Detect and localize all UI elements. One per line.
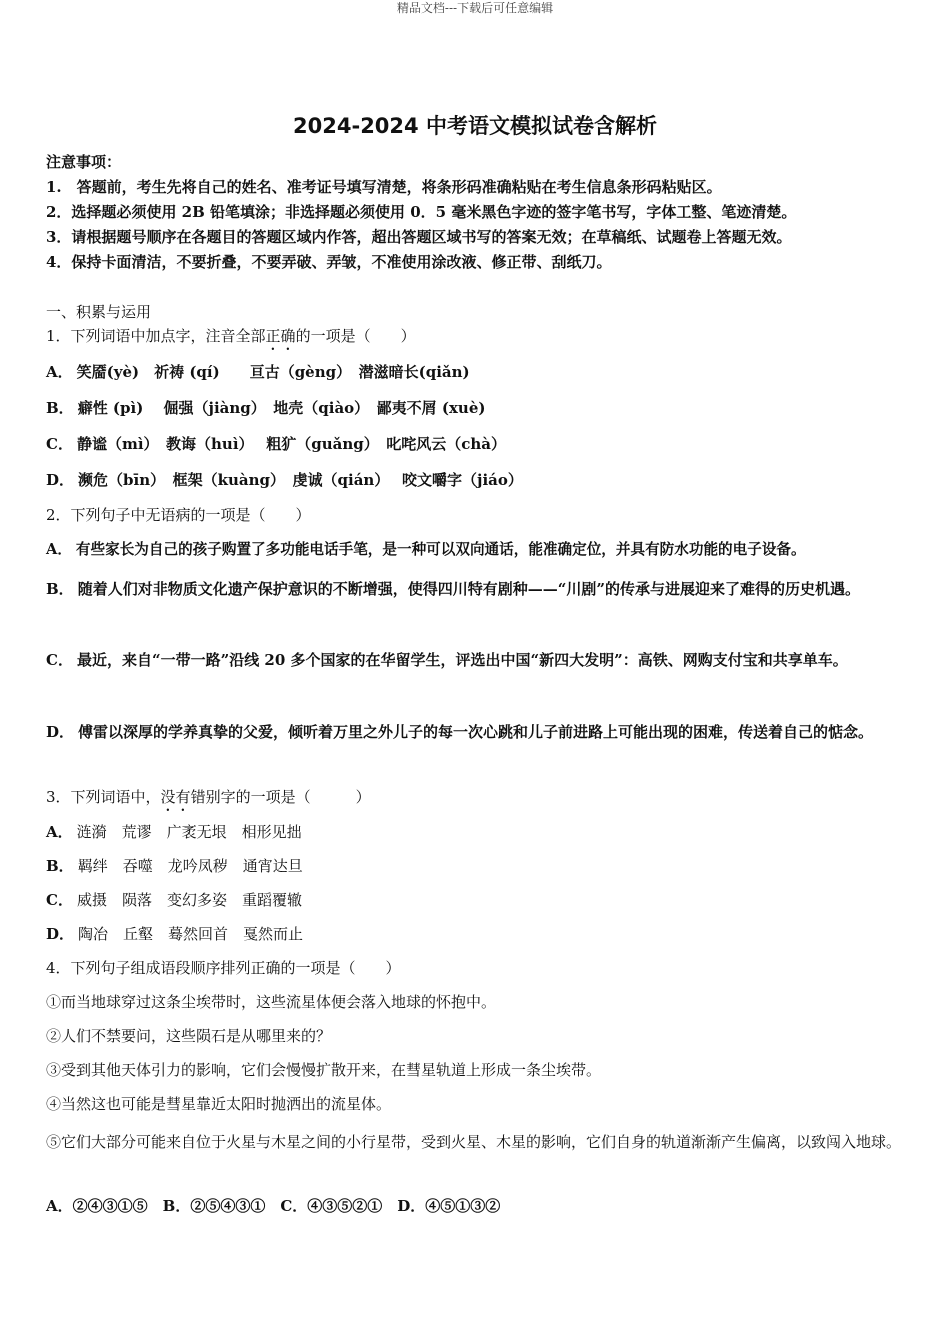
question-3-option-c <box>46 888 302 912</box>
option-text: 笑靥(yè) 祈祷 (qí) 亘古（gèng） 潜滋暗长(qiǎn) <box>76 363 470 381</box>
question-1-option-d <box>46 468 523 492</box>
page-title: 2024-2024 中考语文模拟试卷含解析 <box>293 114 657 138</box>
option-text: 威摄 陨落 变幻多姿 重蹈覆辙 <box>76 891 302 909</box>
sentence-4: ④当然这也可能是彗星靠近太阳时抛洒出的流星体。 <box>46 1095 392 1113</box>
section-heading: 一、积累与运用 <box>46 303 152 321</box>
option-key: A． <box>46 363 73 381</box>
question-2-option-b <box>46 571 906 608</box>
option-text: 羁绊 吞噬 龙吟凤秽 通宵达旦 <box>77 857 303 875</box>
option-text: 濒危（bīn） 框架（kuàng） 虔诚（qián） 咬文嚼字（jiáo） <box>78 471 523 489</box>
question-2-stem: 2．下列句子中无语病的一项是（ ） <box>46 506 311 524</box>
option-key: B． <box>46 580 74 598</box>
option-text: 癖性 (pì) 倔强（jiàng） 地壳（qiào） 鄙夷不屑 (xuè) <box>77 399 486 417</box>
emphasized-text: 正确 <box>265 327 296 345</box>
sentence-3: ③受到其他天体引力的影响，它们会慢慢扩散开来，在彗星轨道上形成一条尘埃带。 <box>46 1061 602 1079</box>
sentence-2: ②人们不禁要问，这些陨石是从哪里来的？ <box>46 1027 332 1045</box>
question-2-option-d <box>46 714 906 751</box>
question-3-option-d <box>46 922 303 946</box>
option-key: D． <box>46 925 75 943</box>
question-2-option-a <box>46 538 806 562</box>
option-key: D． <box>46 723 75 741</box>
option-key: A． <box>46 541 72 558</box>
stem-part: 的一项是（ ） <box>295 327 416 345</box>
option-text: 陶冶 丘壑 蓦然回首 戛然而止 <box>78 925 304 943</box>
stem-part: 错别字的一项是（ ） <box>190 788 371 806</box>
question-1-option-b <box>46 396 485 420</box>
option-key: C． <box>46 891 73 909</box>
notice-item: 4．保持卡面清洁，不要折叠，不要弄破、弄皱，不准使用涂改液、修正带、刮纸刀。 <box>46 253 612 271</box>
header-note: 精品文档---下载后可任意编辑 <box>396 1 554 15</box>
question-1-option-a <box>46 360 470 384</box>
notice-item: 2．选择题必须使用 2B 铅笔填涂；非选择题必须使用 0．5 毫米黑色字迹的签字笔书写，字体工整、笔迹清楚。 <box>46 203 797 221</box>
question-1-stem <box>46 324 416 354</box>
question-4-stem: 4．下列句子组成语段顺序排列正确的一项是（ ） <box>46 959 401 977</box>
option-text: 有些家长为自己的孩子购置了多功能电话手笔，是一种可以双向通话，能准确定位，并具有防水功能的电子设备。 <box>75 541 806 558</box>
option-text: 涟漪 荒谬 广袤无垠 相形见拙 <box>76 823 302 841</box>
notice-item: 1. 答题前，考生先将自己的姓名、准考证号填写清楚，将条形码准确粘贴在考生信息条形码粘贴区。 <box>46 178 722 196</box>
option-key: C． <box>46 651 73 669</box>
question-3-stem <box>46 785 371 815</box>
option-text: 随着人们对非物质文化遗产保护意识的不断增强，使得四川特有剧种——“川剧”的传承与进展迎来了难得的历史机遇。 <box>77 580 860 598</box>
option-key: C． <box>46 435 73 453</box>
emphasized-text: 没有 <box>160 788 191 806</box>
option-text: 傅雷以深厚的学养真挚的父爱，倾听着万里之外儿子的每一次心跳和儿子前进路上可能出现的困难，传送着自己的惦念。 <box>78 723 874 741</box>
option-text: 最近，来自“一带一路”沿线 20 多个国家的在华留学生，评选出中国“新四大发明”：高铁、网购支付宝和共享单车。 <box>76 651 848 669</box>
question-3-option-b <box>46 854 303 878</box>
notice-item: 3．请根据题号顺序在各题目的答题区域内作答，超出答题区域书写的答案无效；在草稿纸、试题卷上答题无效。 <box>46 228 792 246</box>
option-key: A． <box>46 823 73 841</box>
question-4-answers: A．②④③①⑤ B．②⑤④③① C．④③⑤②① D．④⑤①③② <box>46 1197 501 1215</box>
stem-part: 3．下列词语中， <box>46 788 161 806</box>
sentence-5: ⑤它们大部分可能来自位于火星与木星之间的小行星带，受到火星、木星的影响，它们自身的轨道渐渐产生偏离，以致闯入地球。 <box>46 1133 902 1151</box>
question-1-option-c <box>46 432 506 456</box>
option-text: 静谧（mì） 教诲（huì） 粗犷（guǎng） 叱咤风云（chà） <box>76 435 507 453</box>
option-key: D． <box>46 471 75 489</box>
sentence-1: ①而当地球穿过这条尘埃带时，这些流星体便会落入地球的怀抱中。 <box>46 993 497 1011</box>
question-3-option-a <box>46 820 302 844</box>
notice-heading: 注意事项： <box>46 153 122 171</box>
option-key: B． <box>46 399 74 417</box>
stem-part: 1．下列词语中加点字，注音全部 <box>46 327 266 345</box>
option-key: B． <box>46 857 74 875</box>
question-2-option-c <box>46 642 906 679</box>
